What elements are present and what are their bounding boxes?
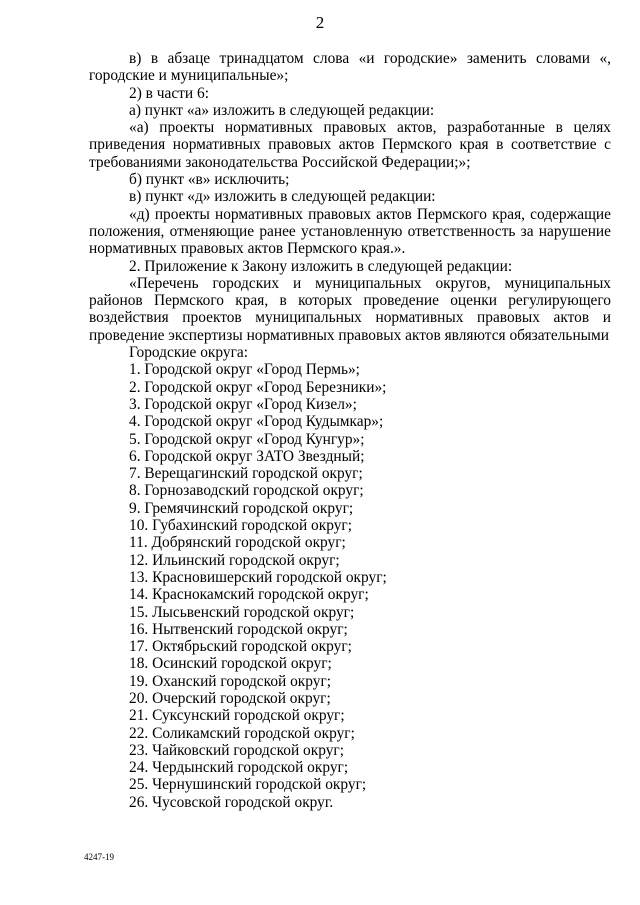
list-item: 7. Верещагинский городской округ;	[129, 465, 363, 483]
list-item: 22. Соликамский городской округ;	[129, 724, 355, 742]
list-item: 25. Чернушинский городской округ;	[129, 776, 367, 794]
list-item: 14. Краснокамский городской округ;	[129, 586, 369, 604]
list-item: 10. Губахинский городской округ;	[129, 517, 353, 535]
list-item: 8. Горнозаводский городской округ;	[129, 482, 364, 500]
list-item: 3. Городской округ «Город Кизел»;	[129, 395, 357, 413]
list-item: 17. Октябрьский городской округ;	[129, 638, 352, 656]
list-item: 1. Городской округ «Город Пермь»;	[129, 361, 360, 379]
paragraph-point-a-text: «а) проекты нормативных правовых актов, разработанные в целях приведения нормативных правовых актов Пермского края в соответствие с требованиями законодательства Российской Федерации;»;	[89, 119, 611, 171]
list-item: 13. Красновишерский городской округ;	[129, 568, 387, 586]
paragraph-abzac-13: в) в абзаце тринадцатом слова «и городские» заменить словами «, городские и муниципальные»;	[89, 50, 611, 85]
document-code: 4247-19	[84, 852, 114, 862]
list-item: 21. Суксунский городской округ;	[129, 707, 345, 725]
page-number: 2	[315, 13, 325, 32]
paragraph-point-d-text: «д) проекты нормативных правовых актов Пермского края, содержащие положения, отменяющие ранее установленную ответственность за нарушение нормативных правовых актов Пермского края.».	[89, 205, 611, 258]
paragraph-point-d: в) пункт «д» изложить в следующей редакции:	[129, 188, 436, 206]
districts-list	[89, 361, 611, 811]
list-item: 24. Чердынский городской округ;	[129, 759, 349, 777]
list-item: 15. Лысьвенский городской округ;	[129, 603, 355, 621]
paragraph-city-districts: Городские округа:	[129, 344, 249, 362]
paragraph-part-6: 2) в части 6:	[129, 84, 209, 102]
list-item: 20. Очерский городской округ;	[129, 689, 331, 707]
list-item: 4. Городской округ «Город Кудымкар»;	[129, 413, 384, 431]
paragraph-point-b: б) пункт «в» исключить;	[129, 171, 290, 189]
paragraph-point-a: а) пункт «а» изложить в следующей редакции:	[129, 101, 435, 119]
list-item: 2. Городской округ «Город Березники»;	[129, 378, 387, 396]
paragraph-appendix: 2. Приложение к Закону изложить в следующей редакции:	[129, 257, 513, 275]
list-item: 12. Ильинский городской округ;	[129, 551, 340, 569]
list-item: 11. Добрянский городской округ;	[129, 534, 346, 552]
paragraph-list-heading: «Перечень городских и муниципальных округов, муниципальных районов Пермского края, в которых проведение оценки регулирующего воздействия проектов муниципальных нормативных правовых актов и проведение экспертизы нормативных правовых актов являются обязательными	[89, 274, 611, 344]
list-item: 9. Гремячинский городской округ;	[129, 499, 354, 517]
list-item: 26. Чусовской городской округ.	[129, 793, 334, 811]
list-item: 23. Чайковский городской округ;	[129, 741, 345, 759]
list-item: 5. Городской округ «Город Кунгур»;	[129, 430, 365, 448]
list-item: 19. Оханский городской округ;	[129, 672, 332, 690]
list-item: 6. Городской округ ЗАТО Звездный;	[129, 447, 365, 465]
list-item: 18. Осинский городской округ;	[129, 655, 332, 673]
list-item: 16. Нытвенский городской округ;	[129, 620, 348, 638]
document-body	[89, 50, 611, 811]
